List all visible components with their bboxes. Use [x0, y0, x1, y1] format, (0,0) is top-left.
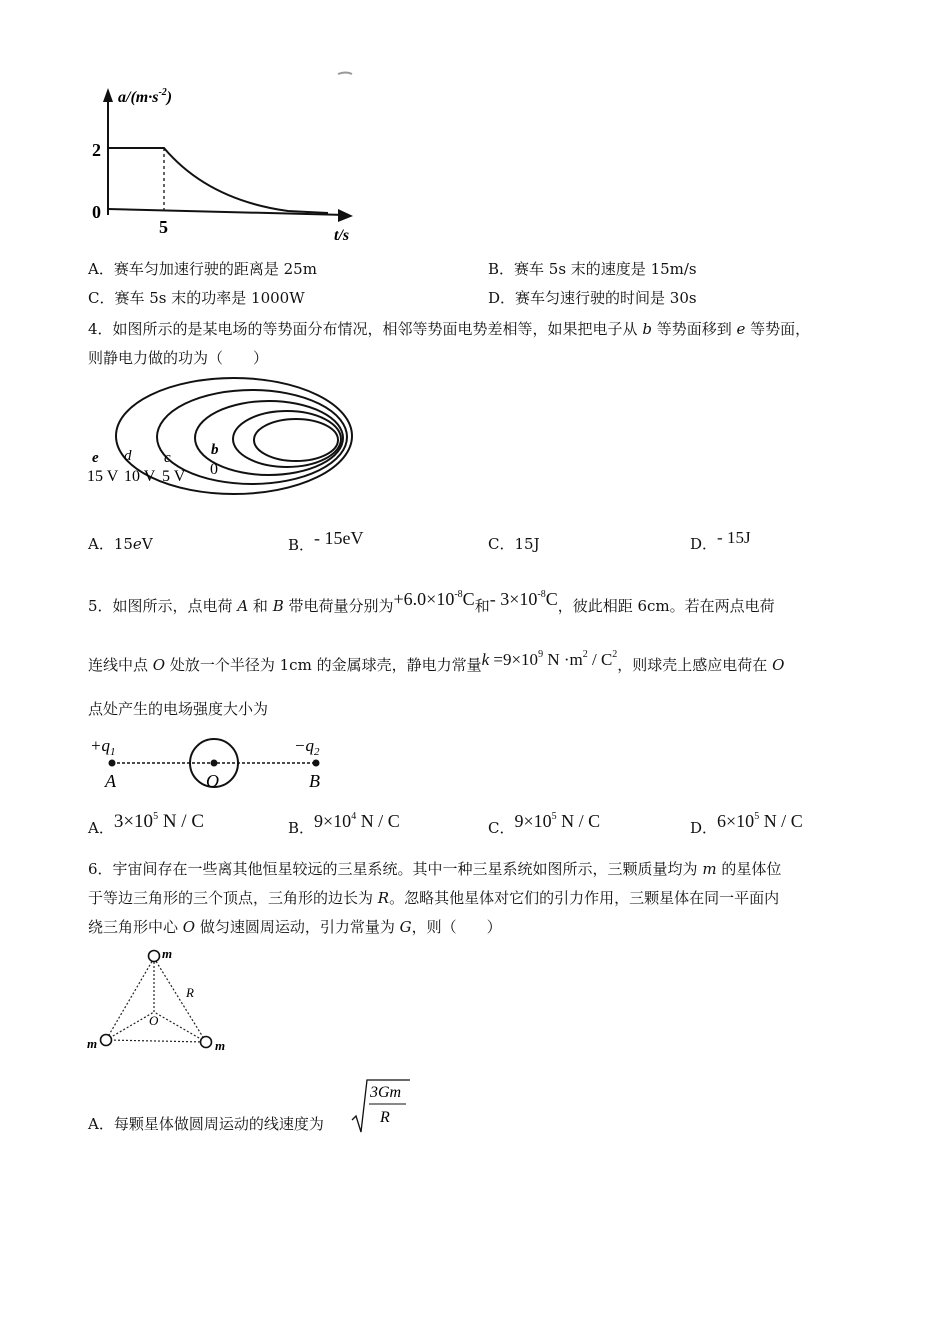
- point-A-label: A: [105, 771, 116, 791]
- side-right: [154, 958, 206, 1042]
- fraction-denominator: R: [380, 1109, 390, 1126]
- q5-stem-line2: 连线中点 O 处放一个半径为 1cm 的金属球壳，静电力常量$k =9\times 10^9$ $N \cdot m^2 / C^2$，则球壳上感应电荷在 O: [88, 649, 785, 674]
- star-right: [201, 1037, 212, 1048]
- center-O-label: O: [149, 1013, 159, 1028]
- q5-option-d[interactable]: D．$6\times 10^5$ N / C: [690, 811, 803, 837]
- point-O-label: O: [206, 771, 219, 791]
- q3-option-d[interactable]: D．赛车匀速行驶的时间是 30s: [488, 289, 697, 307]
- origin-label: 0: [92, 202, 101, 222]
- label-b: b: [211, 442, 219, 458]
- fraction-numerator: 3Gm: [370, 1084, 402, 1101]
- surface-b-inner: [254, 419, 338, 461]
- q4-stem-line2: 则静电力做的功为（ ）: [88, 349, 269, 367]
- potential-c: 5 V: [162, 468, 186, 485]
- q5-stem-line3: 点处产生的电场强度大小为: [88, 700, 269, 718]
- q4-option-a[interactable]: A．15eV: [88, 535, 153, 553]
- charge-A-dot: [109, 760, 116, 767]
- y-tick-label: 2: [92, 140, 101, 160]
- q6-stem-line3: 绕三角形中心 O 做匀速圆周运动，引力常量为 G，则（ ）: [88, 918, 502, 936]
- q6-stem-line1: 6．宇宙间存在一些离其他恒星较远的三星系统。其中一种三星系统如图所示，三颗质量均为 m 的星体位: [88, 860, 782, 878]
- star-top: [149, 951, 160, 962]
- potential-d: 10 V: [124, 468, 156, 485]
- q5-option-b[interactable]: B．$9\times 10^4$ N / C: [288, 811, 400, 837]
- side-bottom: [106, 1040, 206, 1042]
- q4-stem-line1: 4．如图所示的是某电场的等势面分布情况，相邻等势面电势差相等，如果把电子从 b 等势面移到 e 等势面，: [88, 320, 811, 338]
- acceleration-curve: [108, 148, 328, 213]
- potential-e: 15 V: [87, 468, 119, 485]
- three-star-diagram: [86, 944, 236, 1054]
- q5-option-a[interactable]: A．$3\times 10^5$ N / C: [88, 811, 204, 837]
- charge-q1-label: $+q_1$: [90, 736, 116, 758]
- charge-q2-label: $-q_2$: [294, 736, 320, 758]
- y-axis-arrow: [103, 88, 113, 102]
- median-right: [154, 1012, 206, 1042]
- mass-right-label: m: [215, 1038, 226, 1053]
- q4-option-d[interactable]: D．- 15J: [690, 528, 751, 553]
- q5-option-c[interactable]: C．$9\times 10^5$ N / C: [488, 811, 601, 837]
- q5-stem-line1: 5．如图所示，点电荷 A 和 B 带电荷量分别为$+6.0\times 10^{-8}C$和- $3\times 10^{-8}C$，彼此相距 6cm。若在两点电荷: [88, 589, 775, 615]
- scan-mark: [338, 73, 352, 75]
- side-left: [106, 958, 154, 1040]
- point-charges-diagram: [88, 730, 338, 792]
- equipotential-diagram: [84, 374, 384, 499]
- label-e: e: [92, 450, 99, 466]
- y-axis-label: $a/(m\cdot s^{-2})$: [118, 87, 173, 106]
- mass-left-label: m: [87, 1036, 98, 1051]
- q6-option-a[interactable]: A．每颗星体做圆周运动的线速度为: [88, 1115, 324, 1133]
- sqrt-formula: [350, 1076, 412, 1136]
- q4-option-c[interactable]: C．15J: [488, 535, 540, 553]
- star-left: [101, 1035, 112, 1046]
- acceleration-time-graph: [88, 70, 378, 245]
- label-d: d: [124, 448, 132, 464]
- q3-option-b[interactable]: B．赛车 5s 末的速度是 15m/s: [488, 260, 697, 278]
- side-R-label: R: [186, 985, 194, 1000]
- x-tick-label: 5: [159, 217, 168, 237]
- q6-stem-line2: 于等边三角形的三个顶点，三角形的边长为 R。忽略其他星体对它们的引力作用，三颗星体在同一平面内: [88, 889, 780, 907]
- center-O-dot: [211, 760, 218, 767]
- q3-option-c[interactable]: C．赛车 5s 末的功率是 1000W: [88, 289, 305, 307]
- point-B-label: B: [309, 771, 320, 791]
- charge-B-dot: [313, 760, 320, 767]
- q4-option-b[interactable]: B．- 15eV: [288, 528, 364, 554]
- surface-d: [157, 390, 347, 484]
- q3-option-a[interactable]: A．赛车匀加速行驶的距离是 25m: [88, 260, 317, 278]
- x-axis-arrow: [338, 209, 353, 222]
- label-c: c: [164, 450, 171, 466]
- median-left: [106, 1012, 154, 1040]
- potential-b: 0: [210, 461, 218, 478]
- mass-top-label: m: [162, 946, 173, 961]
- x-axis-label: t/s: [334, 227, 350, 244]
